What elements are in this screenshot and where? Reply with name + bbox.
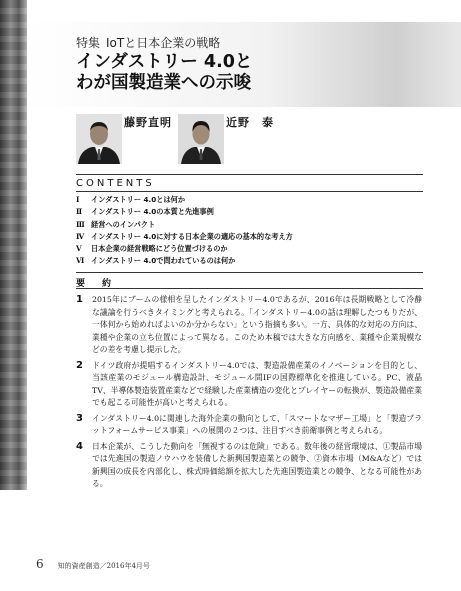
page-number: 6 [36,557,44,571]
summary-item-text: 日本企業が、こうした動向を「無視するのは危険」である。数年後の経営環境は、①製品市場では先進国の製造ノウハウを装備した新興国製造業との競争、②資本市場（M&Aなど）では新興国の成長を内部化し、株式時価総額を拡大した先進国製造業との競争、となる可能性がある。 [92,441,422,488]
author-name-2: 近野 泰 [226,116,274,129]
contents-item-number: Ⅱ [76,207,83,217]
summary-list [76,294,422,494]
contents-heading-rule [76,191,423,192]
contents-heading: CONTENTS [76,178,155,189]
contents-item-text: 日本企業の経営戦略にどう位置づけるのか [91,244,228,254]
kicker-title: IoTと日本企業の戦略 [106,36,221,50]
summary-item [76,360,422,410]
page-footer [36,557,150,571]
author-photo-2 [178,114,224,164]
contents-item-text: インダストリー 4.0に対する日本企業の適応の基本的な考え方 [91,231,293,241]
contents-list [76,194,426,268]
summary-item-text: 2015年にブームの様相を呈したインダストリー4.0であるが、2016年は長期戦略として冷静な議論を行うべきタイミングと考えられる。「インダストリー4.0の話は理解したつもりだが、一体何から始めればよいのか分からない」という指摘も多い。一方、具体的な対応の方向は、業種や企業の立ち位置によって異なる。このため本稿では大きな方向感を、業種や企業規模などの差を考慮し提示した。 [92,295,422,354]
contents-item [76,194,426,206]
title-line-2: わが国製造業への示唆 [76,73,251,93]
kicker-label: 特集 [76,36,101,50]
contents-item-number: Ⅳ [76,231,85,241]
summary-item [76,441,422,491]
contents-item-number: Ⅲ [76,219,85,229]
contents-item-text: インダストリー 4.0とは何か [91,195,186,204]
summary-item [76,413,422,438]
contents-top-rule [76,174,423,175]
contents-item-number: Ⅰ [76,195,80,204]
summary-item-text: インダストリー4.0に関連した海外企業の動向として、「スマートなマザー工場」と「製造プラットフォームサービス事業」への展開の２つは、注目すべき前衛事例と考えられる。 [92,413,422,435]
author-name-1: 藤野直明 [124,116,172,129]
contents-item [76,255,426,267]
author-photo-1 [76,114,122,164]
contents-item-number: Ⅵ [76,256,85,266]
decorative-side-strip [0,0,27,490]
summary-item-number: 4 [76,440,83,452]
feature-kicker [76,34,220,51]
title-line-1: インダストリー 4.0と [76,52,253,72]
summary-item-number: 2 [76,359,83,371]
contents-item-text: 経営へのインパクト [91,219,156,229]
summary-item-number: 1 [76,294,83,305]
contents-item-number: Ⅴ [76,244,82,254]
summary-heading-rule [76,288,423,289]
publication-source: 知的資産創造／2016年4月号 [57,562,150,570]
summary-item-number: 3 [76,412,83,424]
contents-item [76,219,426,231]
summary-item [76,294,422,357]
summary-item-text: ドイツ政府が提唱するインダストリー4.0では、製造設備産業のイノベーションを目的とし、当該産業のモジュール構造設計、モジュール間IFの国際標準化を推進している。PC、液晶TV、半導体製造装置産業などで経験した産業構造の変化とプレイヤーの転換が、製造設備産業でも起こる可能性が高いと考えられる。 [92,360,422,407]
contents-item [76,231,426,243]
summary-heading: 要 約 [76,279,116,289]
contents-item [76,243,426,255]
article-title [76,52,252,94]
contents-item-text: インダストリー 4.0で問われているのは何か [91,256,236,266]
contents-item-text: インダストリー 4.0の本質と先進事例 [91,207,214,217]
contents-item [76,206,426,218]
summary-top-rule [76,272,423,273]
